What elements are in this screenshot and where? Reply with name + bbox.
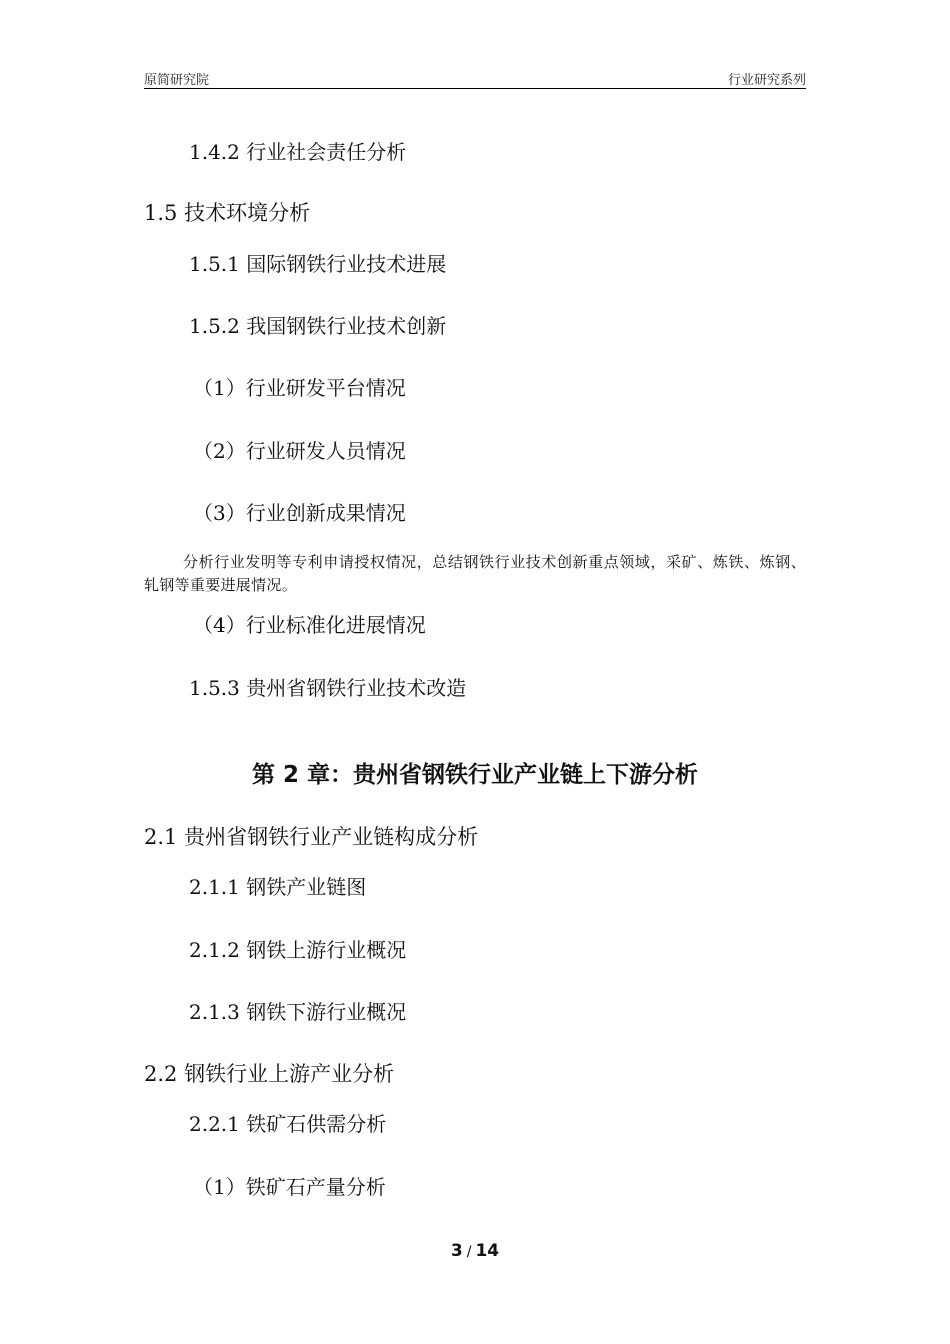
toc-entry-2-1: 2.1 贵州省钢铁行业产业链构成分析 xyxy=(144,825,479,849)
page-header xyxy=(144,66,806,89)
toc-entry-1-5-1: 1.5.1 国际钢铁行业技术进展 xyxy=(189,252,447,276)
total-pages: 14 xyxy=(475,1241,500,1261)
toc-entry-2-2-1-1: （1）铁矿石产量分析 xyxy=(193,1175,386,1199)
toc-entry-1-5: 1.5 技术环境分析 xyxy=(144,201,311,225)
toc-entry-description: 分析行业发明等专利申请授权情况，总结钢铁行业技术创新重点领域，采矿、炼铁、炼钢、轧钢等重要进展情况。 xyxy=(144,553,806,594)
page-separator: / xyxy=(466,1244,472,1260)
toc-entry-2-2: 2.2 钢铁行业上游产业分析 xyxy=(144,1062,395,1086)
toc-entry-1-5-2-1: （1）行业研发平台情况 xyxy=(193,376,406,400)
toc-entry-1-5-3: 1.5.3 贵州省钢铁行业技术改造 xyxy=(189,676,467,700)
header-org-name: 原简研究院 xyxy=(144,73,210,88)
toc-entry-2-1-2: 2.1.2 钢铁上游行业概况 xyxy=(189,938,407,962)
current-page: 3 xyxy=(450,1241,463,1261)
toc-entry-2-1-3: 2.1.3 钢铁下游行业概况 xyxy=(189,1000,407,1024)
page-number xyxy=(0,1241,950,1261)
toc-entry-1-5-2: 1.5.2 我国钢铁行业技术创新 xyxy=(189,314,447,338)
header-series-name: 行业研究系列 xyxy=(727,73,806,88)
chapter-heading: 第 2 章：贵州省钢铁行业产业链上下游分析 xyxy=(251,762,699,788)
toc-entry-1-4-2: 1.4.2 行业社会责任分析 xyxy=(189,140,407,164)
toc-entry-1-5-2-3: （3）行业创新成果情况 xyxy=(193,501,406,525)
toc-entry-1-5-2-2: （2）行业研发人员情况 xyxy=(193,439,406,463)
toc-entry-1-5-2-4: （4）行业标准化进展情况 xyxy=(193,613,426,637)
toc-entry-2-1-1: 2.1.1 钢铁产业链图 xyxy=(189,875,367,899)
toc-entry-2-2-1: 2.2.1 铁矿石供需分析 xyxy=(189,1112,387,1136)
